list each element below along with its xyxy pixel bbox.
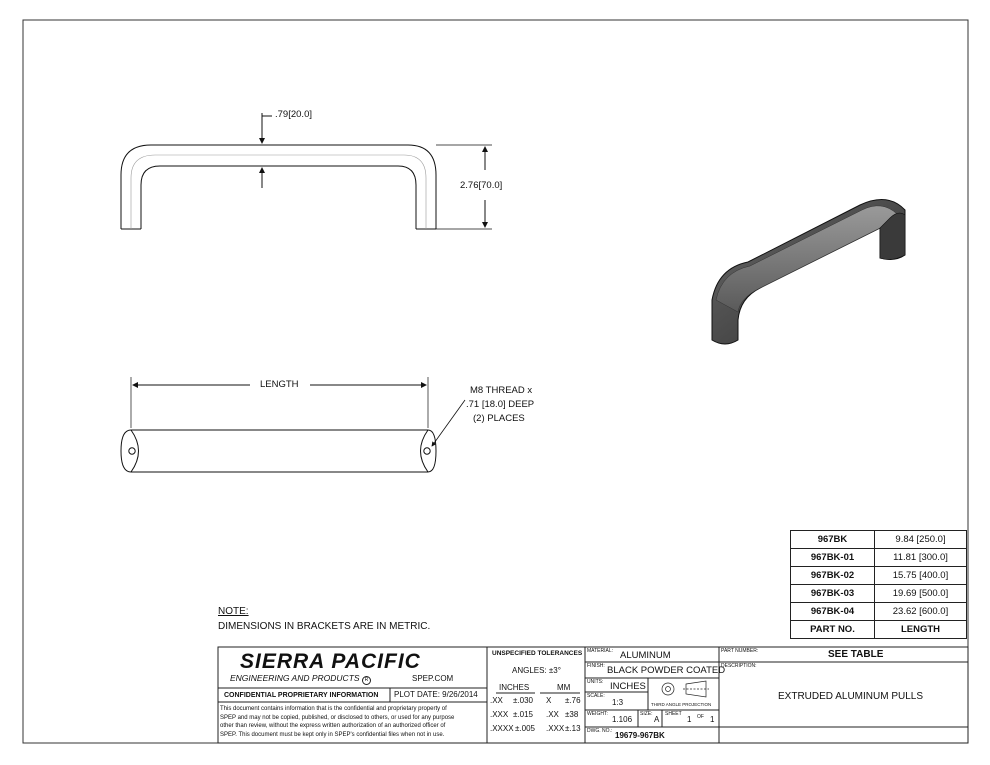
note-title: NOTE: <box>218 606 249 617</box>
finish-label: FINISH: <box>587 663 605 669</box>
table-header-row <box>791 621 967 639</box>
weight-label: WEIGHT: <box>587 711 608 717</box>
scale-label: SCALE: <box>587 693 605 699</box>
tol-cell: .XX <box>490 696 503 705</box>
part-no-cell: 967BK-03 <box>791 585 875 603</box>
top-view <box>121 377 465 472</box>
dwg-number: 19679-967BK <box>615 731 665 740</box>
length-cell: 9.84 [250.0] <box>875 531 967 549</box>
part-no-cell: 967BK-01 <box>791 549 875 567</box>
thread-callout-line1: M8 THREAD x <box>470 385 533 396</box>
units-label: UNITS: <box>587 679 604 685</box>
height-dim: 2.76[70.0] <box>460 180 503 191</box>
tol-cell: ±.005 <box>515 724 535 733</box>
tolerances-title: UNSPECIFIED TOLERANCES <box>492 650 583 657</box>
tol-cell: ±.76 <box>565 696 581 705</box>
disclaimer: This document contains information that is the confidential and proprietary property of SPEP and may not be copied, published, or disclosed to others, or used for any purpose other than review, without the express written authorization of an authorized officer of SPEP. This document must be kept only in SPEP's confidential files when not in use. <box>220 706 455 738</box>
tol-inches-header: INCHES <box>499 683 530 692</box>
tol-cell: ±.13 <box>565 724 581 733</box>
length-cell: 15.75 [400.0] <box>875 567 967 585</box>
registered-icon: R <box>362 676 371 685</box>
header-part-no: PART NO. <box>791 621 875 639</box>
tol-cell: .XXX <box>490 710 509 719</box>
of-label: OF <box>697 714 704 720</box>
thickness-dim: .79[20.0] <box>275 109 312 120</box>
material-value: ALUMINUM <box>620 650 671 661</box>
isometric-view <box>712 200 905 344</box>
table-row <box>791 585 967 603</box>
table-row <box>791 549 967 567</box>
size-label: SIZE: <box>640 711 653 717</box>
tol-cell: .XX <box>546 710 559 719</box>
front-view <box>121 113 492 229</box>
of-value: 1 <box>710 715 715 724</box>
parts-table <box>790 530 967 639</box>
tol-cell: ±38 <box>565 710 579 719</box>
part-no-cell: 967BK-02 <box>791 567 875 585</box>
tol-cell: ±.030 <box>513 696 533 705</box>
material-label: MATERIAL: <box>587 648 614 654</box>
dwg-label: DWG. NO.: <box>587 728 613 734</box>
part-no-cell: 967BK-04 <box>791 603 875 621</box>
length-cell: 11.81 [300.0] <box>875 549 967 567</box>
plot-date: PLOT DATE: 9/26/2014 <box>394 690 478 699</box>
tolerances-angles: ANGLES: ±3° <box>512 666 561 675</box>
tol-cell: X <box>546 696 552 705</box>
description-value: EXTRUDED ALUMINUM PULLS <box>778 691 924 702</box>
description-label: DESCRIPTION: <box>721 663 757 669</box>
projection-symbol <box>662 681 709 697</box>
projection-label: THIRD ANGLE PROJECTION <box>651 702 712 707</box>
sheet-label: SHEET <box>665 711 682 717</box>
length-cell: 23.62 [600.0] <box>875 603 967 621</box>
part-no-cell: 967BK <box>791 531 875 549</box>
length-dim: LENGTH <box>260 379 299 390</box>
part-number-value: SEE TABLE <box>828 649 884 660</box>
tol-cell: .XXX <box>546 724 565 733</box>
tol-mm-header: MM <box>557 683 571 692</box>
part-number-label: PART NUMBER: <box>721 648 759 654</box>
table-row <box>791 531 967 549</box>
tol-cell: ±.015 <box>513 710 533 719</box>
table-row <box>791 567 967 585</box>
website: SPEP.COM <box>412 674 454 683</box>
note-text: DIMENSIONS IN BRACKETS ARE IN METRIC. <box>218 621 431 632</box>
units-value: INCHES <box>610 681 646 692</box>
length-cell: 19.69 [500.0] <box>875 585 967 603</box>
header-length: LENGTH <box>875 621 967 639</box>
confidential-label: CONFIDENTIAL PROPRIETARY INFORMATION <box>224 692 379 699</box>
scale-value: 1:3 <box>612 698 624 707</box>
thread-callout-line2: .71 [18.0] DEEP <box>466 399 535 410</box>
company-sub: ENGINEERING AND PRODUCTS R <box>230 674 371 685</box>
thread-callout-line3: (2) PLACES <box>473 413 525 424</box>
table-row <box>791 603 967 621</box>
weight-value: 1.106 <box>612 715 633 724</box>
tol-cell: .XXXX <box>490 724 514 733</box>
sheet-value: 1 <box>687 715 692 724</box>
size-value: A <box>654 715 660 724</box>
finish-value: BLACK POWDER COATED <box>607 665 726 676</box>
company-name: SIERRA PACIFIC <box>240 650 421 673</box>
